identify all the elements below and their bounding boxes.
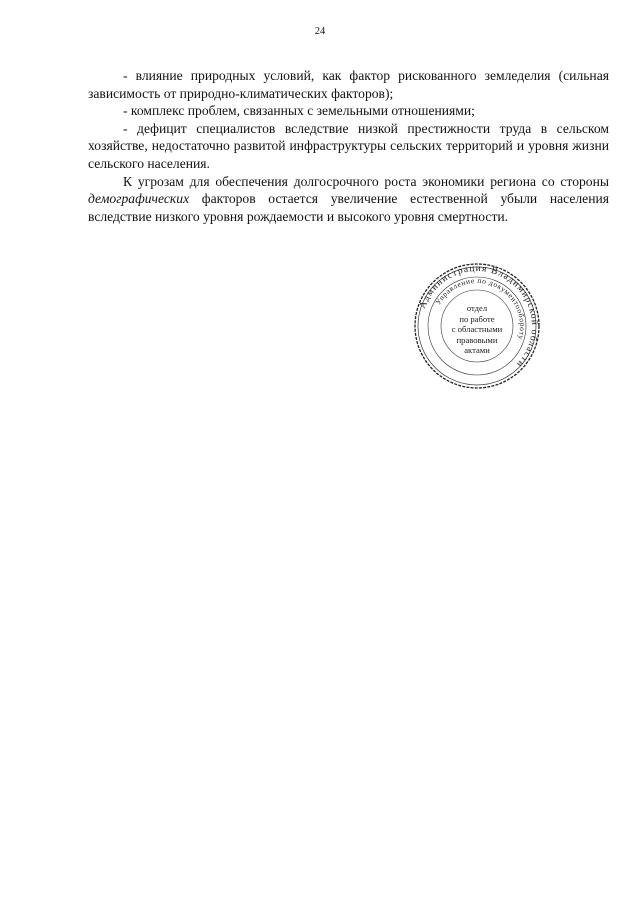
official-seal-stamp (413, 262, 541, 390)
page-number: 24 (314, 26, 326, 37)
seal-outer-text: Администрация Владимирской области (418, 263, 540, 370)
seal-inner-text: Управление по документообороту (433, 275, 528, 342)
demographic-text-end: факторов остается увеличение естественной убыли населения вследствие низкого уровня рождаемости и высокого уровня смертности. (88, 191, 609, 224)
seal-center-line: по работе (459, 313, 495, 324)
paragraph-land-relations: - комплекс проблем, связанных с земельными отношениями; (123, 103, 475, 119)
demographic-text-start: К угрозам для обеспечения долгосрочного роста экономики региона со стороны (123, 173, 609, 189)
document-body (88, 67, 609, 225)
demographic-emphasis: демографических (88, 191, 190, 207)
seal-center-line: отдел (466, 303, 488, 313)
paragraph-demographic-threats (88, 173, 609, 226)
seal-center-line: правовыми (456, 334, 498, 345)
paragraph-natural-conditions: - влияние природных условий, как фактор рискованного земледелия (сильная зависимость от природно-климатических факторов); (88, 68, 609, 101)
seal-center-text (443, 303, 511, 356)
seal-center-line: актами (464, 345, 490, 356)
paragraph-specialist-shortage: - дефицит специалистов вследствие низкой престижности труда в сельском хозяйстве, недостаточно развитой инфраструктуры сельских территорий и уровня жизни сельского населения. (88, 120, 609, 171)
seal-center-line: с областными (451, 324, 503, 335)
